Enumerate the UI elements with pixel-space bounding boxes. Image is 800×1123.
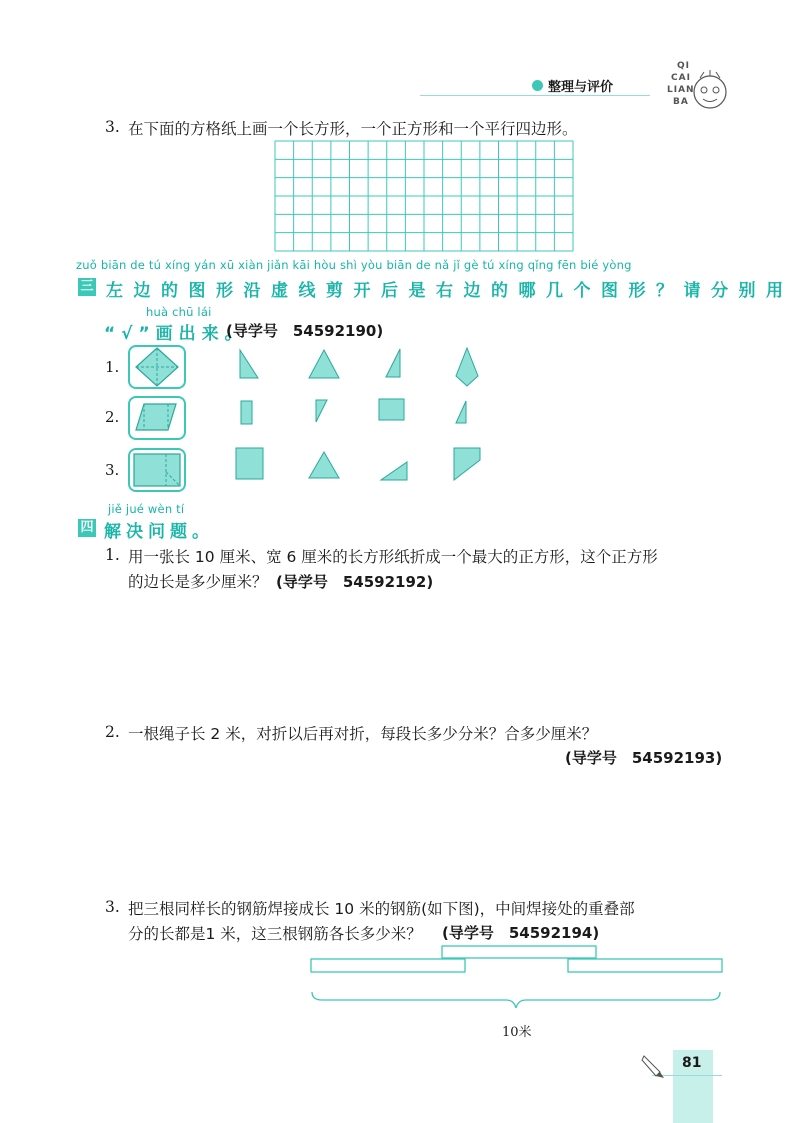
section3-pinyin-2: huà chū lái	[146, 305, 212, 319]
row2-option-3[interactable]	[377, 397, 407, 423]
row3-option-4[interactable]	[452, 446, 482, 482]
header-dot-icon	[532, 80, 543, 91]
row2-label: 2.	[105, 408, 120, 426]
row1-source-shape	[128, 345, 186, 389]
rebar-diagram	[300, 940, 730, 1015]
s4-q2-line1: 一根绳子长 2 米，对折以后再对折，每段长多少分米？合多少厘米？	[128, 725, 598, 743]
brand-word-2: CAI	[671, 73, 691, 83]
section4-pinyin: jiě jué wèn tí	[108, 502, 185, 516]
row2-option-1[interactable]	[239, 399, 255, 427]
s4-q3-number: 3.	[105, 898, 120, 916]
row2-option-2[interactable]	[314, 398, 330, 426]
s4-q1-guide: (导学号 54592192)	[276, 573, 434, 591]
row2-option-4[interactable]	[454, 399, 470, 427]
s4-q1-line1: 用一张长 10 厘米、宽 6 厘米的长方形纸折成一个最大的正方形，这个正方形	[128, 548, 658, 566]
q3-top-text: 在下面的方格纸上画一个长方形，一个正方形和一个平行四边形。	[128, 120, 578, 138]
row1-option-4[interactable]	[454, 346, 480, 388]
brand-word-3: LIAN	[667, 85, 695, 95]
row1-option-3[interactable]	[384, 347, 404, 379]
row1-label: 1.	[105, 358, 120, 376]
q3-top-number: 3.	[105, 118, 120, 136]
section4-badge: 四	[78, 519, 96, 537]
rebar-right	[568, 959, 722, 972]
section3-title-1: 左边的图形沿虚线剪开后是右边的哪几个图形？请分别用	[106, 281, 794, 301]
row1-option-2[interactable]	[307, 348, 341, 380]
pencil-icon	[640, 1050, 666, 1080]
s4-q1-line2: 的边长是多少厘米？	[128, 573, 268, 591]
section3-guide: (导学号 54592190)	[226, 322, 384, 340]
header-title: 整理与评价	[548, 80, 614, 95]
row3-option-1[interactable]	[234, 446, 266, 482]
row2-source-shape	[128, 396, 186, 440]
rebar-brace	[312, 992, 720, 1008]
grid-paper[interactable]	[274, 140, 574, 252]
s4-q1-number: 1.	[105, 546, 120, 564]
row3-option-3[interactable]	[379, 460, 409, 482]
page-number: 81	[682, 1055, 702, 1071]
row3-source-shape	[128, 448, 186, 492]
section3-title-2: “√”画出来。	[104, 324, 248, 344]
header-rule	[420, 95, 650, 96]
row3-option-2[interactable]	[307, 450, 341, 480]
brand-word-1: QI	[677, 61, 690, 71]
mascot-icon	[690, 68, 730, 118]
section3-badge: 三	[78, 278, 96, 296]
s4-q3-guide: (导学号 54592194)	[442, 924, 600, 942]
s4-q2-number: 2.	[105, 723, 120, 741]
rebar-top	[442, 946, 596, 958]
s4-q2-guide: (导学号 54592193)	[565, 749, 723, 767]
rebar-length-label: 10米	[502, 1025, 532, 1040]
row3-label: 3.	[105, 461, 120, 479]
row1-option-1[interactable]	[236, 348, 260, 380]
s4-q3-line2: 分的长都是1 米，这三根钢筋各长多少米？	[128, 925, 422, 943]
section3-pinyin-1: zuǒ biān de tú xíng yán xū xiàn jiǎn kāi hòu shì yòu biān de nǎ jǐ gè tú xíng qǐng fēn bié yòng	[76, 258, 632, 272]
s4-q3-line1: 把三根同样长的钢筋焊接成长 10 米的钢筋(如下图)，中间焊接处的重叠部	[128, 900, 635, 918]
section4-title: 解决问题。	[104, 522, 214, 542]
rebar-left	[311, 959, 465, 972]
brand-word-4: BA	[673, 97, 689, 107]
